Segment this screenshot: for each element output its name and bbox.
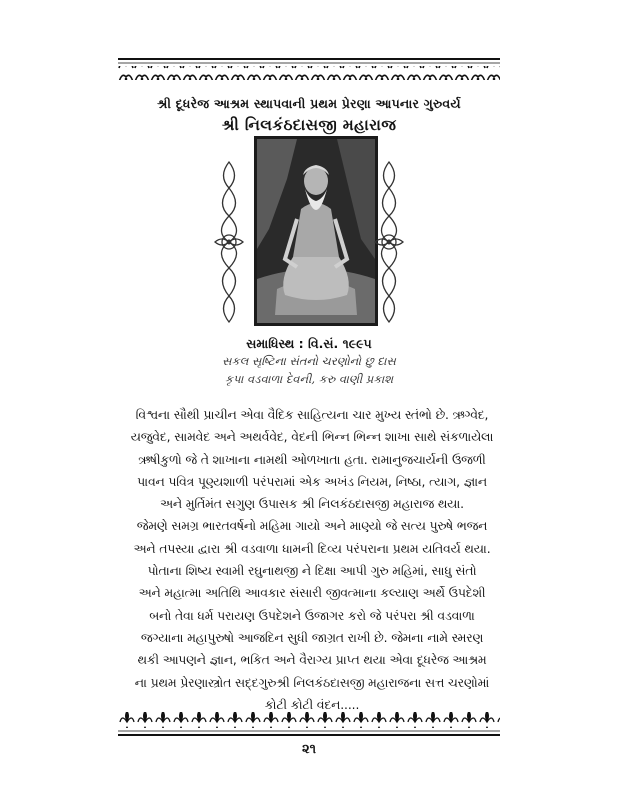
body-line: પોતાના શિષ્ય સ્વામી રઘુનાથજી ને દિક્ષા આપી ગુરુ મહિમાં, સાધુ સંતો [147,564,477,579]
biography-paragraph [116,404,508,716]
verse-line-1: સકલ સૃષ્ટિના સંતનો ચરણોનો છુ દાસ [222,354,396,368]
body-line: વિશ્વના સૌથી પ્રાચીન એવા વૈદિક સાહિત્યના ચાર મુખ્ય સ્તંભો છે. ઋગ્વેદ, [135,408,489,422]
body-line: જગ્યાના મહાપુરુષો આજદિન સુધી જાગ્રત રાખી છે. જેમના નામે સ્મરણ [140,630,484,645]
body-line: બનો તેવા ધર્મ પરાયણ ઉપદેશને ઉજાગર કરો જે પરંપરા શ્રી વડવાળા [149,608,475,623]
meditating-saint-icon [257,139,375,323]
body-line: અને મહાત્મા અતિથિ આવકાર સંસારી જીવત્માના કલ્યાણ અર્થે ઉપદેશી [138,586,486,601]
body-line: થકી આપણને જ્ઞાન, ભકિત અને વૈરાગ્ય પ્રાપ્ત થયા એવા દૂધરેજ આશ્રમ [137,653,487,668]
page-title: શ્રી નિલકંઠદાસજી મહારાજ [221,116,397,134]
body-line: યજુવેદ, સામવેદ અને અથર્વવેદ, વેદની ભિન્ન ભિન્ન શાખા સાથે સંકળાયેલા [130,430,494,445]
left-floral-ornament [212,158,246,326]
samadhi-date: સમાધિસ્થ : વિ.સં. ૧૯૯૫ [246,336,372,351]
page-number: ૨૧ [301,742,316,757]
saint-portrait-photo [254,136,378,326]
bottom-ornamental-border [118,708,500,738]
body-line: કોટી કોટી વંદન..... [264,697,360,712]
verse-line-2: કૃપા વડવાળા દેવની, કરુ વાણી પ્રકાશ [224,372,394,386]
page-subtitle: શ્રી દૂધરેજ આશ્રમ સ્થાપવાની પ્રથમ પ્રેરણા આપનાર ગુરુવર્ય [157,96,461,111]
body-line: અને મુર્તિમંત સગુણ ઉપાસક શ્રી નિલકંઠદાસજી મહારાજ થયા. [160,497,464,512]
body-line: અને તપસ્યા દ્વારા શ્રી વડવાળા ધામની દિવ્ય પરંપરાના પ્રથમ યતિવર્ય થયા. [133,541,491,556]
body-line: ઋષીકુળો જે તે શાખાના નામથી ઓળખાતા હતા. રામાનુજચાર્યની ઉજળી [138,452,486,467]
top-ornamental-border [118,56,500,88]
body-line: પાવન પવિત્ર પૂણ્યશાળી પરંપરામાં એક અખંડ નિયમ, નિષ્ઠા, ત્યાગ, જ્ઞાન [137,474,487,489]
right-floral-ornament [372,158,406,326]
body-line: જેમણે સમગ્ર ભારતવર્ષનો મહિમા ગાયો અને માણ્યો જે સત્ય પુરુષે ભજન [136,519,488,534]
body-line: ના પ્રથમ પ્રેરણાસ્ત્રોત સદ્દગુરુશ્રી નિલકંઠદાસજી મહારાજના સત્ત ચરણોમાં [134,675,490,690]
